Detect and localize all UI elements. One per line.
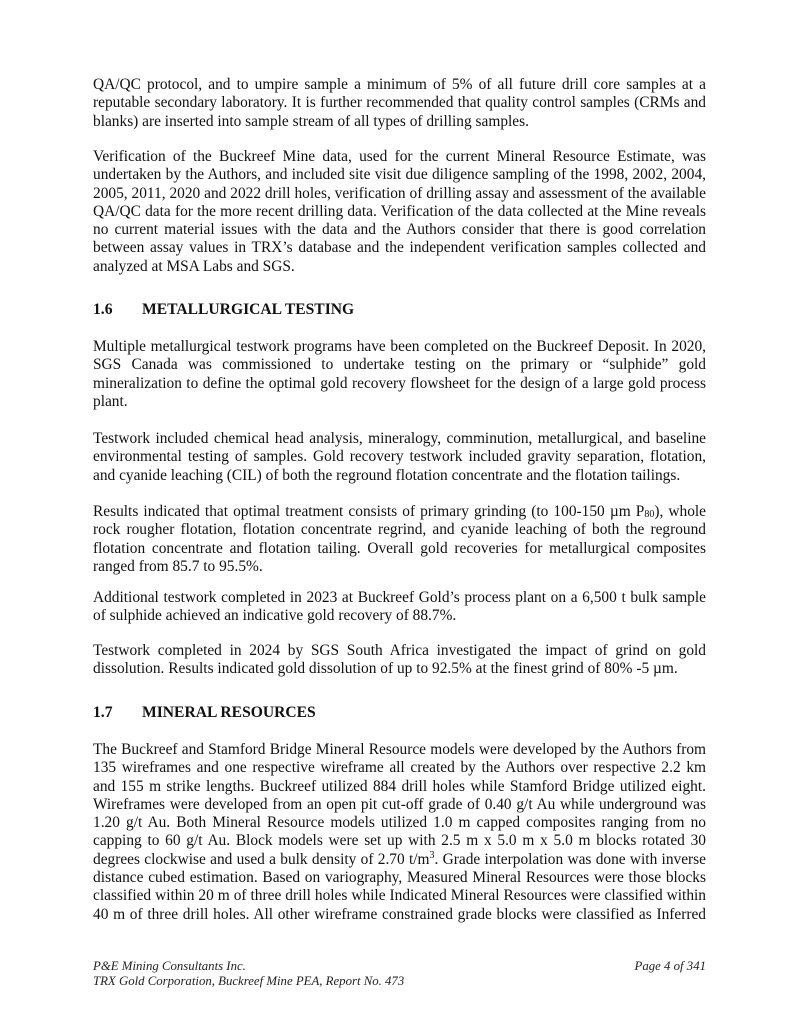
section-number: 1.7 (93, 704, 113, 721)
text-line (93, 660, 706, 678)
text-line (93, 778, 706, 796)
line-text: classified within 20 m of three drill holes while Indicated Mineral Resources were classified within (93, 887, 706, 905)
line-text: 40 m of three drill holes. All other wireframe constrained grade blocks were classified as Inferred (93, 905, 706, 923)
line-text: 1.20 g/t Au. Both Mineral Resource models utilized 1.0 m capped composites ranging from no (93, 814, 706, 832)
text-line (93, 258, 706, 276)
paragraph (93, 503, 706, 576)
text-line (93, 521, 706, 539)
text-line (93, 814, 706, 832)
line-text: ranged from 85.7 to 95.5%. (93, 557, 263, 575)
line-text: Additional testwork completed in 2023 at Buckreef Gold’s process plant on a 6,500 t bulk sample (93, 589, 706, 606)
text-line (93, 642, 706, 660)
text-line (93, 607, 706, 625)
line-text: 2005, 2011, 2020 and 2022 drill holes, verification of drilling assay and assessment of the available (93, 184, 706, 202)
text-line (93, 113, 706, 131)
paragraph (93, 76, 706, 131)
text-line (93, 558, 706, 576)
line-text: flotation concentrate and flotation tailing. Overall gold recoveries for metallurgical composites (93, 539, 706, 557)
footer-company: P&E Mining Consultants Inc. (93, 959, 246, 973)
line-text (93, 503, 706, 521)
paragraph (93, 589, 706, 626)
line-text: rock rougher flotation, flotation concentrate regrind, and cyanide leaching of both the reground (93, 521, 706, 539)
line-text: Verification of the Buckreef Mine data, used for the current Mineral Resource Estimate, was (93, 148, 706, 165)
text-line (93, 375, 706, 393)
paragraph (93, 642, 706, 679)
paragraph (93, 430, 706, 485)
line-text: and 155 m strike lengths. Buckreef utilized 884 drill holes while Stamford Bridge utilized eight. (93, 777, 706, 795)
page-footer (93, 959, 706, 988)
text-line (93, 239, 706, 257)
line-text: undertaken by the Authors, and included site visit due diligence sampling of the 1998, 2002, 2004, (93, 166, 706, 184)
text-line (93, 430, 706, 448)
text-segment: Results indicated that optimal treatment consists of primary grinding (to 100-150 µm P (93, 503, 645, 520)
text-line (93, 166, 706, 184)
text-line (93, 906, 706, 924)
line-text: 135 wireframes and one respective wireframe all created by the Authors over respective 2.2 km (93, 759, 706, 777)
line-text: and cyanide leaching (CIL) of both the reground flotation concentrate and the flotation tailings. (93, 466, 681, 484)
line-text: distance cubed estimation. Based on variography, Measured Mineral Resources were those blocks (93, 869, 706, 887)
line-text: QA/QC protocol, and to umpire sample a minimum of 5% of all future drill core samples at a (93, 76, 706, 93)
text-segment: . Grade interpolation was done with inverse (434, 850, 706, 868)
line-text: dissolution. Results indicated gold dissolution of up to 92.5% at the finest grind of 80% -5 µm. (93, 660, 678, 678)
text-line (93, 589, 706, 607)
text-line (93, 94, 706, 112)
text-segment: ), whole (654, 503, 707, 520)
paragraph (93, 338, 706, 411)
line-text: environmental testing of samples. Gold recovery testwork included gravity separation, flotation, (93, 448, 706, 466)
text-line (93, 203, 706, 221)
text-line (93, 832, 706, 850)
line-text: blanks) are inserted into sample stream of all types of drilling samples. (93, 112, 529, 130)
text-line (93, 76, 706, 94)
text-line (93, 338, 706, 356)
section-title: MINERAL RESOURCES (142, 704, 316, 721)
line-text: SGS Canada was commissioned to undertake testing on the primary or “sulphide” gold (93, 356, 706, 374)
line-text: of sulphide achieved an indicative gold recovery of 88.7%. (93, 607, 457, 625)
text-line (93, 503, 706, 521)
text-line (93, 221, 706, 239)
line-text: Testwork included chemical head analysis, mineralogy, comminution, metallurgical, and baseline (93, 430, 706, 447)
line-text: Multiple metallurgical testwork programs have been completed on the Buckreef Deposit. In 2020, (93, 338, 706, 355)
line-text: Wireframes were developed from an open pit cut-off grade of 0.40 g/t Au while underground was (93, 795, 706, 813)
footer-report-title: TRX Gold Corporation, Buckreef Mine PEA, Report No. 473 (93, 973, 405, 988)
text-line (93, 448, 706, 466)
text-line (93, 869, 706, 887)
line-text: reputable secondary laboratory. It is further recommended that quality control samples (CRMs and (93, 94, 706, 112)
subscript: 80 (644, 509, 655, 520)
paragraph (93, 741, 706, 924)
line-text: no current material issues with the data and the Authors consider that there is good correlation (93, 221, 706, 239)
section-title: METALLURGICAL TESTING (142, 301, 355, 318)
text-segment: degrees clockwise and used a bulk density of 2.70 t/m (93, 850, 430, 868)
text-line (93, 467, 706, 485)
text-line (93, 393, 706, 411)
line-text: plant. (93, 392, 128, 410)
text-line (93, 851, 706, 869)
text-line (93, 759, 706, 777)
text-line (93, 741, 706, 759)
line-text: The Buckreef and Stamford Bridge Mineral Resource models were developed by the Authors from (93, 741, 706, 758)
line-text (93, 851, 706, 869)
section-number: 1.6 (93, 301, 113, 318)
line-text: between assay values in TRX’s database and the independent verification samples collected and (93, 239, 706, 257)
line-text: QA/QC data for the more recent drilling data. Verification of the data collected at the Mine reveals (93, 202, 706, 220)
text-line (93, 185, 706, 203)
text-line (93, 356, 706, 374)
text-line (93, 887, 706, 905)
page-number: Page 4 of 341 (634, 959, 706, 973)
text-line (93, 148, 706, 166)
line-text: mineralization to define the optimal gold recovery flowsheet for the design of a large gold process (93, 374, 706, 392)
line-text: Testwork completed in 2024 by SGS South Africa investigated the impact of grind on gold (93, 642, 706, 659)
text-line (93, 796, 706, 814)
text-line (93, 540, 706, 558)
superscript: 3 (429, 849, 435, 861)
line-text: analyzed at MSA Labs and SGS. (93, 257, 295, 275)
line-text: capping to 60 g/t Au. Block models were set up with 2.5 m x 5.0 m x 5.0 m blocks rotated 30 (93, 832, 706, 850)
paragraph (93, 148, 706, 276)
